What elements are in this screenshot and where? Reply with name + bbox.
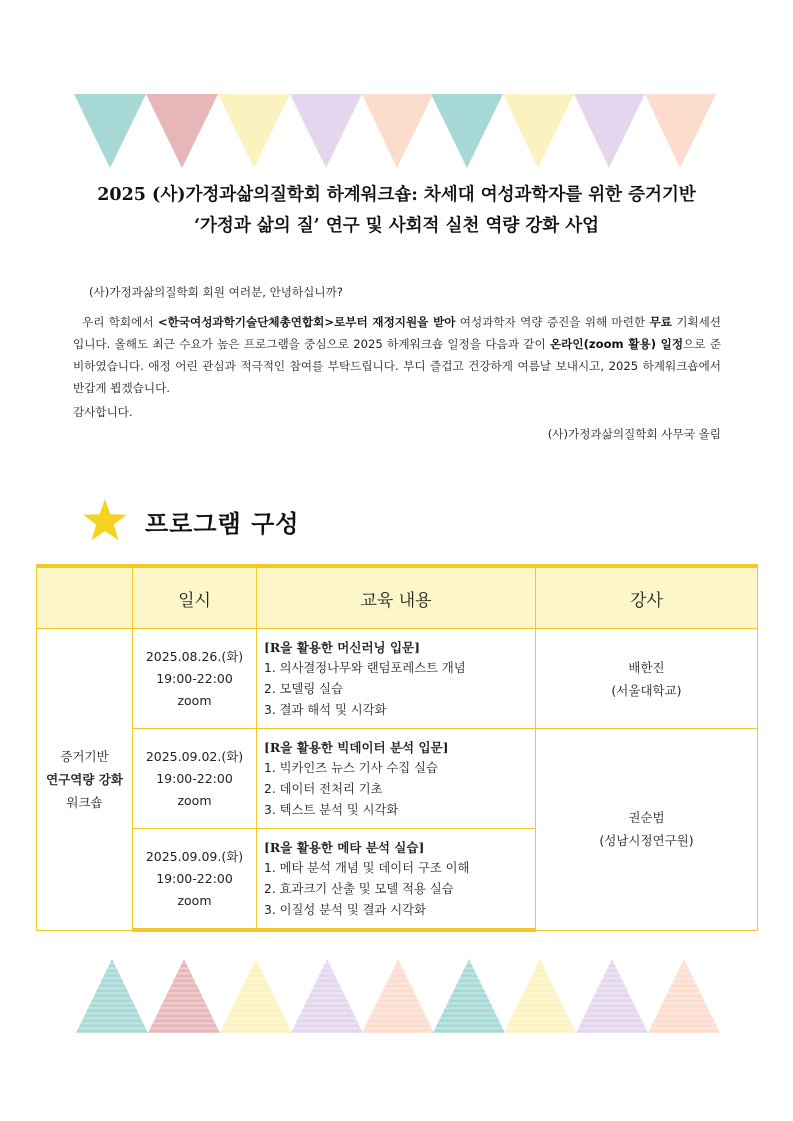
pennant: [648, 959, 720, 1033]
bunting-bottom: [0, 957, 793, 1035]
instructor-affiliation: (성남시정연구원): [599, 833, 694, 849]
course-title: [R을 활용한 메타 분석 실습]: [264, 839, 425, 855]
course-item: 1. 의사결정나무와 랜덤포레스트 개념: [264, 660, 466, 675]
date-cell: [133, 729, 257, 829]
pennant: [290, 94, 362, 168]
session-mode: zoom: [177, 892, 212, 908]
pennant: [74, 94, 146, 168]
content-cell: [257, 629, 536, 729]
title-line-1: 2025 (사)가정과삶의질학회 하계워크숍: 차세대 여성과학자를 위한 증거기반: [97, 185, 696, 205]
course-item: 1. 빅카인즈 뉴스 기사 수집 실습: [264, 760, 438, 775]
session-time: 19:00-22:00: [156, 870, 233, 886]
pennant: [504, 959, 576, 1033]
greeting: (사)가정과삶의질학회 회원 여러분, 안녕하십니까?: [89, 285, 343, 299]
bunting-top: [0, 92, 793, 170]
pennant: [431, 94, 503, 168]
pennant: [362, 959, 434, 1033]
letter: [73, 282, 721, 444]
instructor-cell: [536, 629, 758, 729]
section-heading: [82, 498, 442, 544]
table-row: [37, 629, 758, 729]
body-text: 우리 학회에서: [82, 315, 158, 329]
star-icon: [82, 498, 128, 542]
section-title: 프로그램 구성: [145, 510, 300, 538]
date-cell: [133, 829, 257, 931]
table-header-row: [37, 566, 758, 629]
letter-body: [73, 311, 721, 399]
session-mode: zoom: [177, 692, 212, 708]
funding-highlight: <한국여성과학기술단체총연합회>로부터 재정지원을 받아: [157, 315, 456, 329]
session-time: 19:00-22:00: [156, 770, 233, 786]
instructor-cell: [536, 729, 758, 931]
session-time: 19:00-22:00: [156, 670, 233, 686]
header-date: 일시: [133, 566, 257, 629]
pennant: [433, 959, 505, 1033]
session-date: 2025.09.09.(화): [145, 848, 244, 864]
program-table: [36, 564, 758, 932]
pennant: [362, 94, 433, 168]
pennant: [574, 94, 645, 168]
pennant: [576, 959, 648, 1033]
pennant: [503, 94, 574, 168]
body-text: 기획세션입니다. 올해도 최근 수요가 높은 프로그램을 중심으로 2025 하계워크숍 일정을 다음과 같이: [73, 315, 722, 351]
course-title: [R을 활용한 빅데이터 분석 입문]: [264, 739, 449, 755]
thanks: 감사합니다.: [73, 405, 133, 419]
content-cell: [257, 829, 536, 931]
course-item: 1. 메타 분석 개념 및 데이터 구조 이해: [264, 860, 470, 875]
instructor-name: 배한진: [628, 659, 665, 675]
category-line-bold: 연구역량 강화: [46, 771, 123, 787]
course-item: 2. 데이터 전처리 기초: [264, 781, 383, 796]
pennant: [220, 959, 292, 1033]
page-title: [40, 180, 753, 242]
course-title: [R을 활용한 머신러닝 입문]: [264, 639, 421, 655]
header-category: [37, 566, 133, 629]
course-item: 2. 효과크기 산출 및 모델 적용 실습: [264, 881, 454, 896]
online-highlight: 온라인(zoom 활용) 일정: [549, 337, 684, 351]
pennant: [148, 959, 220, 1033]
pennant: [291, 959, 363, 1033]
course-item: 3. 결과 해석 및 시각화: [264, 702, 387, 717]
pennant: [218, 94, 290, 168]
content-cell: [257, 729, 536, 829]
session-date: 2025.09.02.(화): [145, 748, 244, 764]
course-item: 3. 텍스트 분석 및 시각화: [264, 802, 399, 817]
header-content: 교육 내용: [257, 566, 536, 629]
header-instructor: 강사: [536, 566, 758, 629]
body-text: 으로 준비하였습니다. 애정 어린 관심과 적극적인 참여를 부탁드립니다. 부디 즐겁고 건강하게 여름날 보내시고, 2025 하계워크숍에서 반갑게 뵙겠습니다.: [73, 337, 721, 395]
pennant: [645, 94, 716, 168]
body-text: 여성과학자 역량 증진을 위해 마련한: [455, 315, 650, 329]
session-date: 2025.08.26.(화): [145, 648, 244, 664]
category-cell: [37, 629, 133, 931]
course-item: 2. 모델링 실습: [264, 681, 343, 696]
instructor-affiliation: (서울대학교): [611, 682, 682, 698]
pennant: [76, 959, 148, 1033]
free-highlight: 무료: [649, 315, 672, 329]
category-line: 증거기반: [60, 748, 109, 764]
session-mode: zoom: [177, 792, 212, 808]
table-row: [37, 729, 758, 829]
category-line: 워크숍: [66, 794, 103, 810]
date-cell: [133, 629, 257, 729]
pennant: [146, 94, 218, 168]
instructor-name: 권순범: [628, 810, 665, 826]
title-line-2: ‘가정과 삶의 질’ 연구 및 사회적 실천 역량 강화 사업: [193, 216, 600, 236]
course-item: 3. 이질성 분석 및 결과 시각화: [264, 902, 426, 917]
signature: (사)가정과삶의질학회 사무국 올림: [547, 427, 721, 441]
